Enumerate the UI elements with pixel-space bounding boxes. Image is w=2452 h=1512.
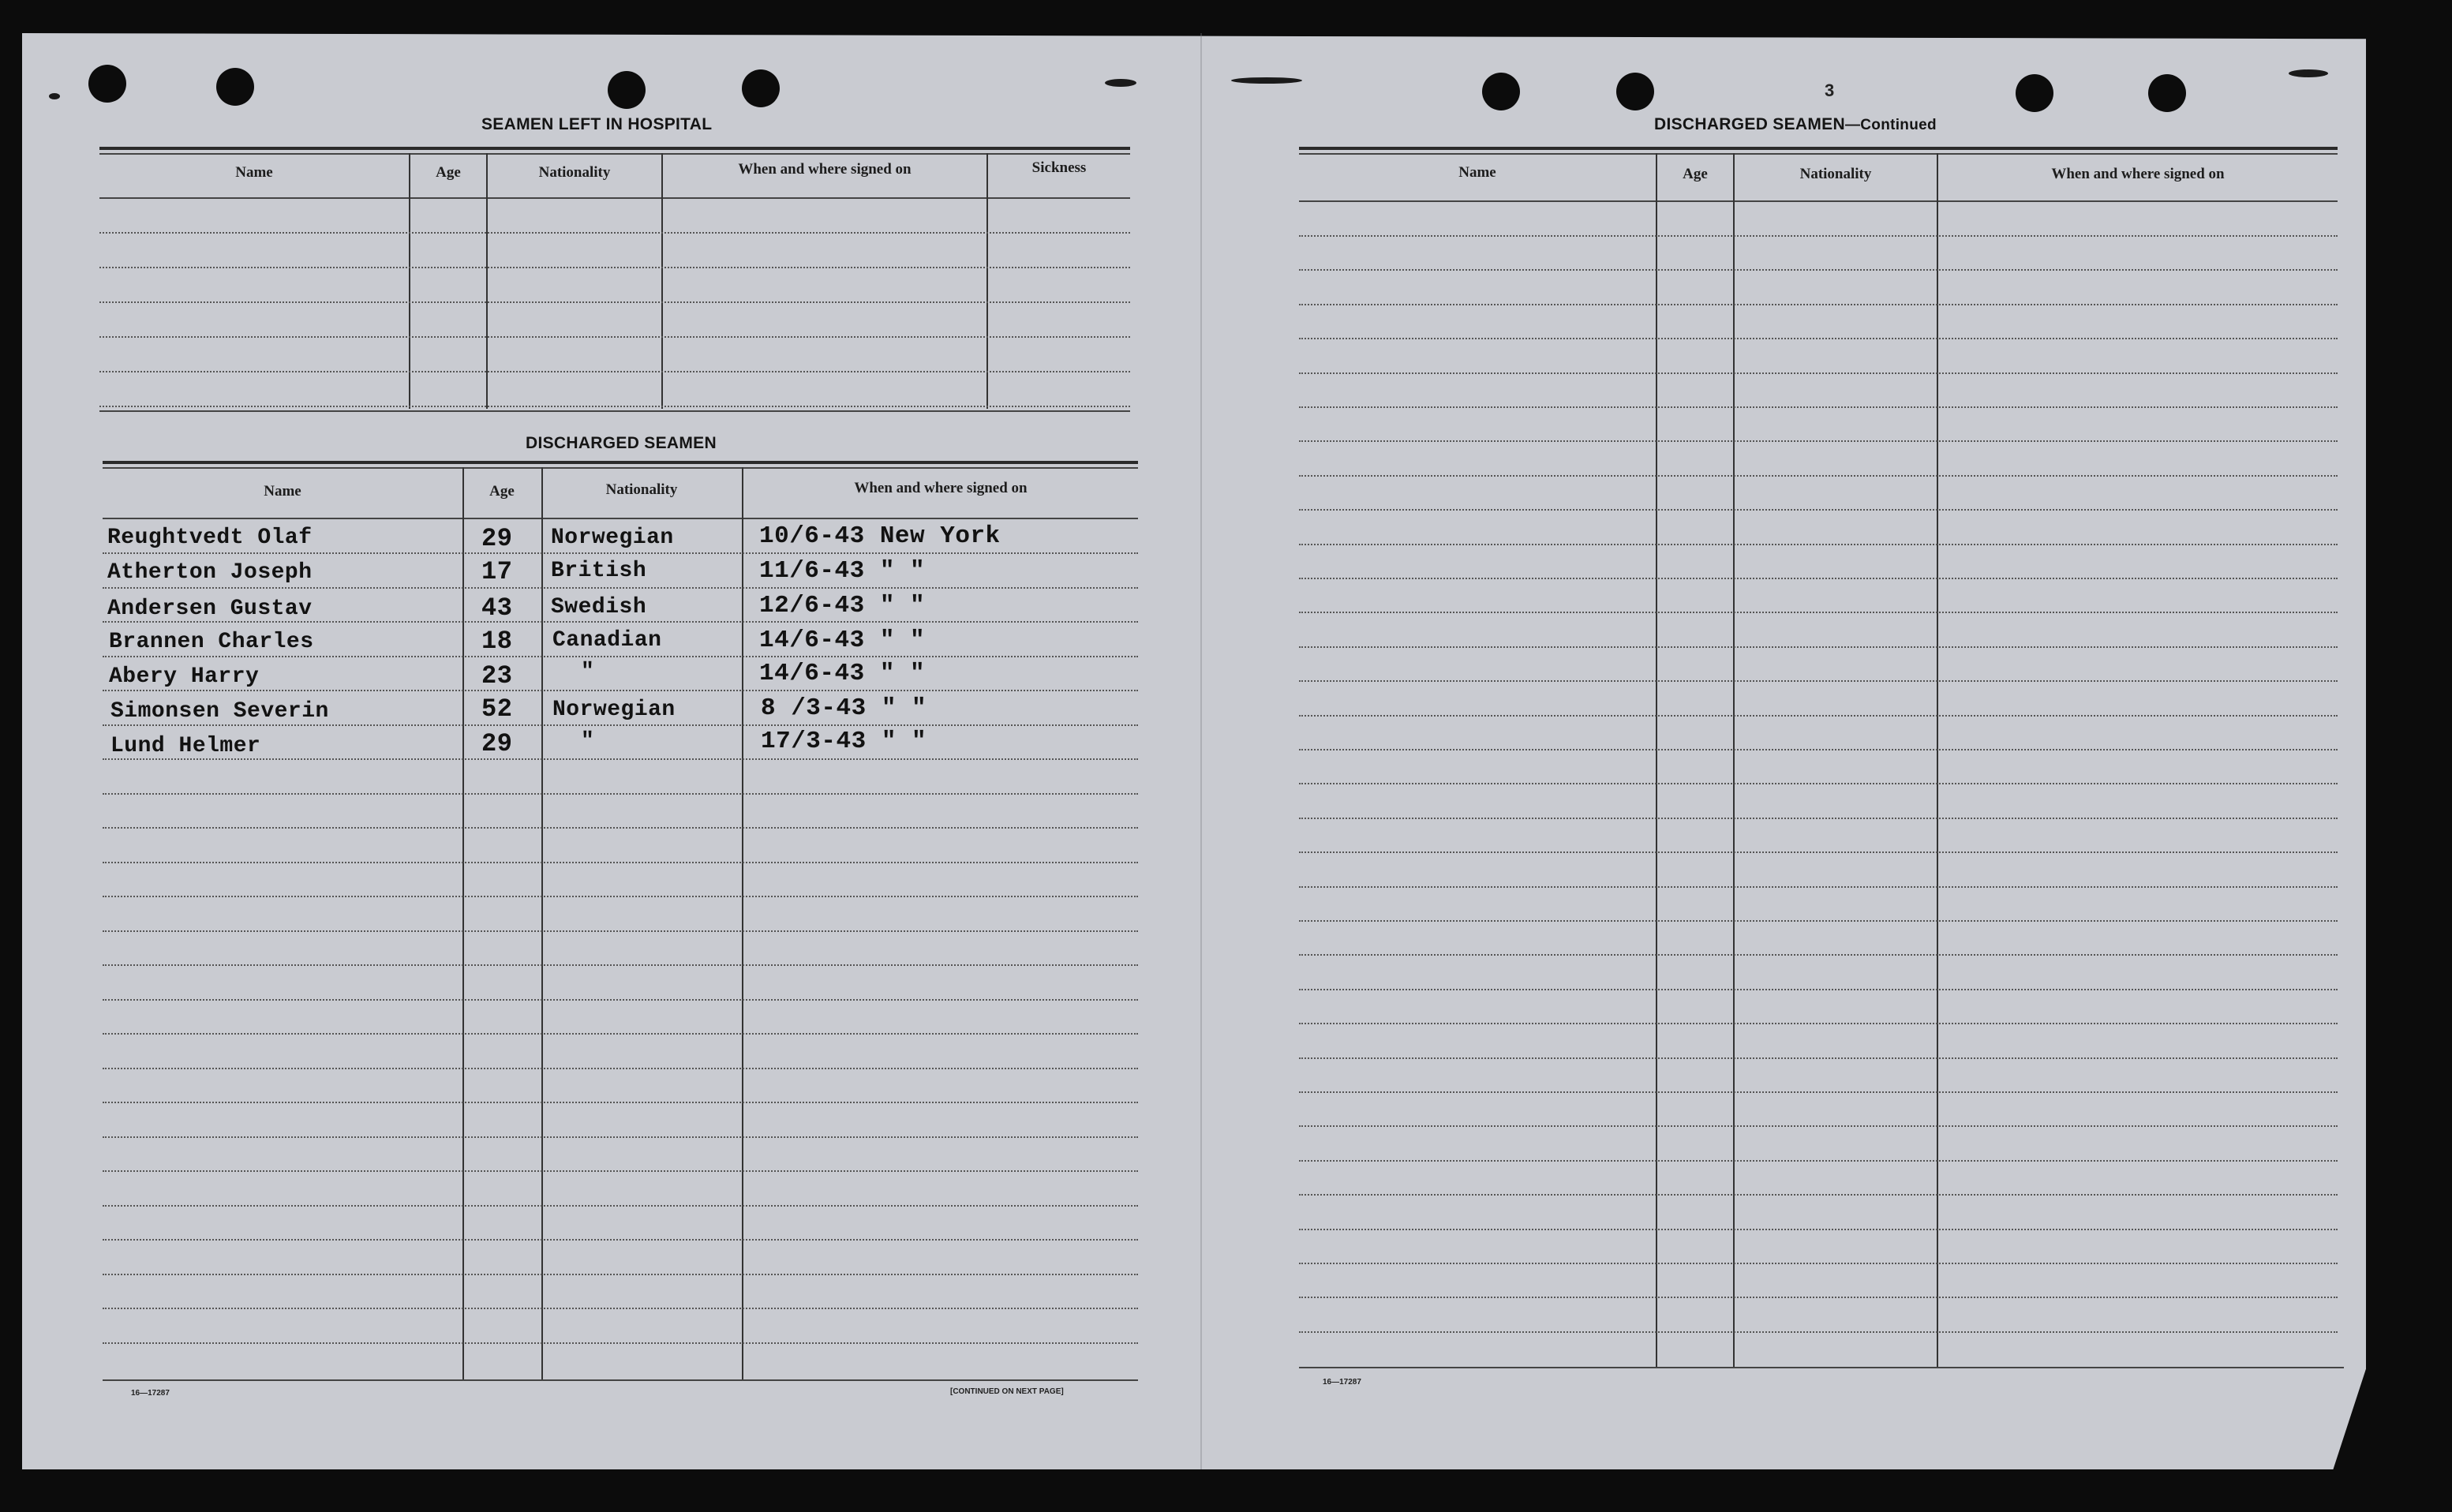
table-rule [103,467,1138,469]
discharged-header-signed-on: When and where signed on [854,480,1028,496]
ink-mark [2289,69,2328,77]
row-line [1299,1160,2338,1162]
row-line [1299,886,2338,888]
seaman-signed-on: 10/6-43 New York [759,522,1001,550]
row-line [103,587,1138,589]
column-divider [1733,153,1735,1368]
hospital-header-age: Age [436,164,461,181]
row-line [1299,783,2338,784]
row-line [99,267,1130,268]
row-line [1299,338,2338,339]
row-line [1299,612,2338,613]
hospital-header-nationality: Nationality [538,164,611,181]
seaman-signed-on: 8 /3-43 " " [761,694,927,722]
row-line [1299,1229,2338,1230]
continued-header-age: Age [1683,166,1708,182]
row-line [1299,680,2338,682]
header-bottom-rule [103,518,1138,519]
row-line [103,1205,1138,1207]
table-rule [99,153,1130,155]
punch-hole [742,69,780,107]
row-line [103,621,1138,623]
seaman-name: Abery Harry [109,664,260,689]
row-line [103,1033,1138,1035]
table-bottom-rule [99,410,1130,412]
seaman-name: Andersen Gustav [107,597,313,621]
row-line [1299,475,2338,477]
seaman-signed-on: 12/6-43 " " [759,592,926,619]
table-top-rule [103,461,1138,464]
punch-hole [216,68,254,106]
punch-hole [2016,74,2053,112]
seaman-age: 52 [481,694,513,724]
table-rule [1299,153,2338,155]
row-line [1299,235,2338,237]
discharged-header-nationality: Nationality [605,481,678,498]
seaman-signed-on: 11/6-43 " " [759,557,926,585]
seaman-name: Lund Helmer [110,734,261,758]
row-line [103,724,1138,726]
column-divider [742,467,743,1381]
seaman-nationality: British [551,559,647,583]
row-line [1299,509,2338,511]
row-line [103,862,1138,863]
row-line [1299,578,2338,579]
row-line [99,232,1130,234]
row-line [1299,1125,2338,1127]
row-line [1299,1297,2338,1298]
row-line [1299,920,2338,922]
continued-header-signed-on: When and where signed on [2051,166,2225,182]
hospital-header-name: Name [235,164,273,181]
row-line [1299,1023,2338,1024]
seaman-age: 17 [481,557,513,586]
row-line [103,1136,1138,1138]
seaman-age: 18 [481,627,513,656]
row-line [103,1170,1138,1172]
row-line [99,301,1130,303]
seaman-nationality: Norwegian [551,526,674,550]
discharged-header-age: Age [489,483,515,500]
column-divider [1656,153,1657,1368]
seaman-nationality: " [581,729,595,754]
row-line [1299,1057,2338,1059]
hospital-header-sickness: Sickness [1031,159,1087,176]
table-bottom-rule [103,1379,1138,1381]
page-fold [1200,33,1202,1469]
ink-mark [1105,79,1136,87]
row-line [103,552,1138,554]
seaman-nationality: Canadian [552,628,662,653]
row-line [103,1102,1138,1103]
punch-hole [1482,73,1520,110]
punch-hole [2148,74,2186,112]
row-line [103,827,1138,829]
row-line [103,930,1138,932]
row-line [1299,749,2338,750]
row-line [103,1239,1138,1241]
document-sheet [22,33,2366,1469]
continued-section-title [1654,115,1937,134]
seaman-signed-on: 17/3-43 " " [761,728,927,755]
continued-header-nationality: Nationality [1799,166,1872,182]
seaman-signed-on: 14/6-43 " " [759,660,926,687]
continued-title-suffix: —Continued [1844,117,1937,133]
seaman-age: 29 [481,524,513,553]
seaman-age: 23 [481,661,513,691]
row-line [1299,1091,2338,1093]
row-line [1299,818,2338,819]
row-line [103,896,1138,897]
seaman-name: Atherton Joseph [107,560,313,585]
row-line [103,1342,1138,1344]
row-line [1299,851,2338,853]
row-line [99,336,1130,338]
row-line [1299,989,2338,990]
row-line [103,1068,1138,1069]
seaman-age: 43 [481,593,513,623]
column-divider [1937,153,1938,1368]
seaman-nationality: " [581,660,595,684]
hospital-section-title: SEAMEN LEFT IN HOSPITAL [481,115,713,133]
seaman-age: 29 [481,729,513,758]
row-line [1299,954,2338,956]
table-bottom-rule [1299,1367,2344,1368]
column-divider [541,467,543,1381]
seaman-name: Brannen Charles [109,630,314,654]
row-line [103,656,1138,657]
punch-hole [608,71,646,109]
seaman-signed-on: 14/6-43 " " [759,627,926,654]
table-top-rule [1299,147,2338,150]
row-line [99,406,1130,407]
row-line [1299,440,2338,442]
ink-mark [1231,77,1302,84]
row-line [103,999,1138,1001]
hospital-header-signed-on: When and where signed on [738,161,912,178]
seaman-name: Reughtvedt Olaf [107,526,313,550]
row-line [103,793,1138,795]
row-line [1299,1263,2338,1264]
continued-header-name: Name [1458,164,1496,181]
row-line [103,1308,1138,1309]
ink-mark [49,93,60,99]
form-number: 16—17287 [131,1389,170,1398]
row-line [103,964,1138,966]
table-top-rule [99,147,1130,150]
discharged-header-name: Name [264,483,301,500]
row-line [1299,646,2338,648]
row-line [1299,1194,2338,1196]
row-line [1299,304,2338,305]
row-line [1299,1331,2338,1333]
continued-title-main: DISCHARGED SEAMEN [1654,115,1845,133]
header-bottom-rule [1299,200,2338,202]
seaman-nationality: Norwegian [552,698,676,722]
row-line [1299,715,2338,717]
row-line [99,371,1130,372]
punch-hole [1616,73,1654,110]
row-line [103,758,1138,760]
column-divider [462,467,464,1381]
row-line [103,1274,1138,1275]
continued-note: [CONTINUED ON NEXT PAGE] [950,1387,1064,1396]
seaman-name: Simonsen Severin [110,699,329,724]
discharged-section-title: DISCHARGED SEAMEN [526,434,717,452]
page-number: 3 [1825,80,1835,100]
row-line [1299,372,2338,374]
row-line [1299,269,2338,271]
form-number: 16—17287 [1323,1378,1361,1387]
seaman-nationality: Swedish [551,595,647,619]
row-line [103,690,1138,691]
header-bottom-rule [99,197,1130,199]
row-line [1299,544,2338,545]
punch-hole [88,65,126,103]
row-line [1299,406,2338,408]
